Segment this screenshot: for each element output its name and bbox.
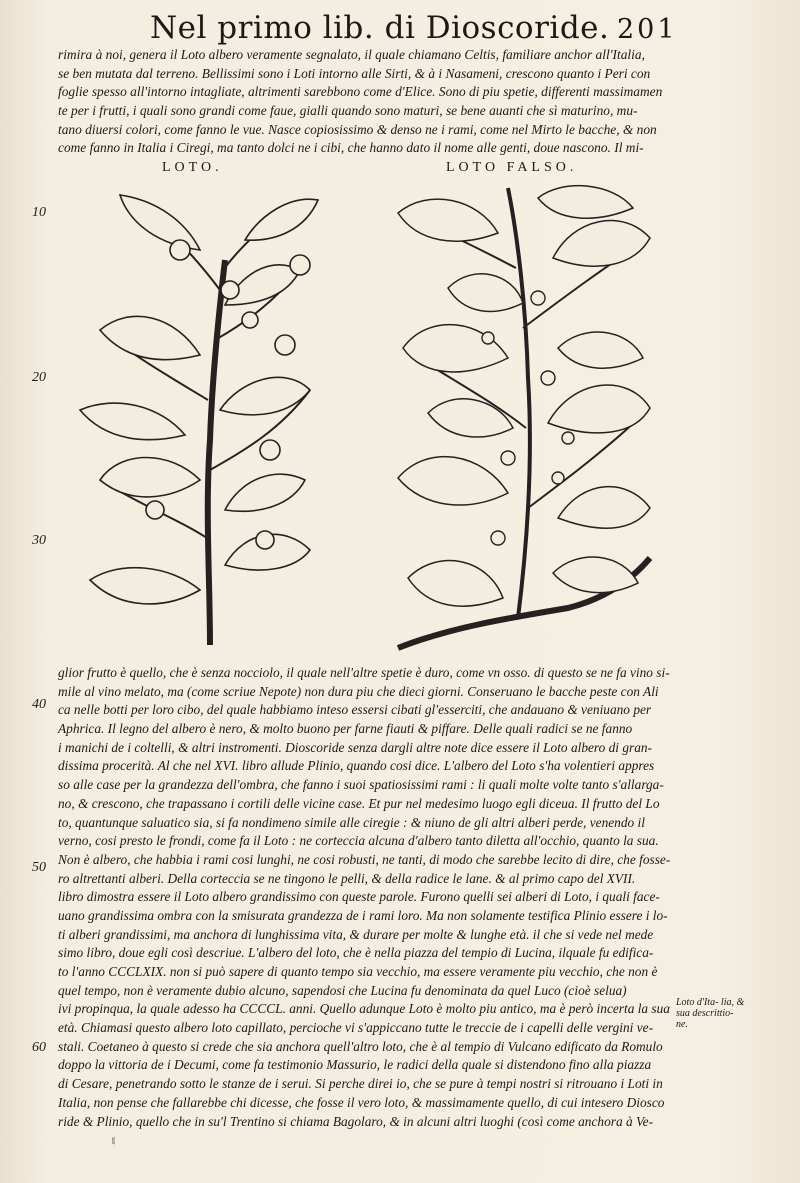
text-line: simo libro, doue egli così descriue. L'albero del loto, che è nella piazza del tempio di Lucina, ilquale fu edifica- (58, 945, 654, 961)
line-number: 30 (32, 533, 46, 548)
text-line: to, quantunque saluatico sia, si fa nondimeno simile alle ciregie : & niuno de gli altri alberi perde, venendo il (58, 814, 645, 830)
margin-note: Loto d'Ita- lia, & sua descrittio- ne. (676, 997, 745, 1030)
text-line: come fanno in Italia i Ciregi, ma tanto dolci ne i cibi, che hanno dato il nome alle genti, doue nascono. Il mi- (58, 140, 644, 156)
text-line: mile al vino melato, ma (come scriue Nepote) non dura piu che dieci giorni. Conseruano le bacche peste con Ali (58, 683, 659, 699)
text-line: verno, cosi presto le frondi, come fa il Loto : ne corteccia alcuna d'albero tanto diletta all'occhio, quanto la sua. (58, 833, 659, 849)
text-line: i manichi de i coltelli, & altri instromenti. Dioscoride senza dargli altre note dice essere il Loto albero di gran- (58, 739, 653, 755)
text-line: no, & crescono, che trapassano i cortili delle vicine case. Et pur nel medesimo luogo egli diceua. Il frutto del Lo (58, 795, 660, 811)
line-number: 50 (32, 860, 46, 875)
text-line: ca nelle botti per loro cibo, del quale habbiamo inteso essersi cibati gl'esserciti, che andauano & veniuano per (58, 702, 652, 718)
text-line: tano diuersi colori, come fanno le vue. Nasce copiosissimo & denso ne i rami, come nel Mirto le bacche, & non (58, 121, 657, 137)
running-head: Nel primo lib. di Dioscoride. (150, 10, 610, 46)
woodcut-illustration-loto (60, 180, 330, 650)
line-number: 10 (32, 205, 46, 220)
text-line: glior frutto è quello, che è senza nocciolo, il quale nell'altre spetie è duro, come vn osso. di questo se ne fa vino si- (58, 665, 670, 680)
text-line: Non è albero, che habbia i rami cosi lunghi, ne cosi robusti, ne tanti, di modo che sarebbe lecito di dire, che fosse- (58, 851, 671, 867)
text-line: doppo la vittoria de i Decumi, come fa testimonio Massurio, le radici della quale si distendono fino alla piazza (58, 1057, 652, 1073)
figure-caption-loto-falso: LOTO FALSO. (446, 160, 578, 175)
line-number: 60 (32, 1040, 46, 1055)
text-line: foglie spesso all'intorno intagliate, altrimenti sarebbono come d'Elice. Sono di piu spetie, differenti massimamen (58, 84, 663, 100)
figure-caption-loto: LOTO. (162, 160, 223, 175)
text-line: uano grandissima ombra con la smisurata grandezza de i rami loro. Ma non solamente testifica Plinio essere i lo- (58, 907, 668, 923)
text-line: te per i frutti, i quali sono grandi come faue, gialli quando sono maturi, se bene auanti che sì maturino, mu- (58, 103, 638, 119)
text-line: Italia, non pense che fallarebbe chi dicesse, che fosse il vero loto, & massimamente quello, di cui intesero Diosco (58, 1094, 665, 1110)
text-line: dissima procerità. Al che nel XVI. libro allude Plinio, quando cosi dice. L'albero del Loto s'ha volentieri appres (58, 758, 655, 774)
top-paragraph (58, 46, 662, 158)
text-line: ti alberi grandissimi, ma anchora di lunghissima vita, & durare per molte & lunghe età. il che si vede nel mede (58, 926, 654, 942)
text-line: ride & Plinio, quello che in su'l Trentino si chiama Bagolaro, & in alcuni altri luoghi (così come anchora à Ve- (58, 1113, 654, 1129)
bottom-paragraph (58, 664, 672, 1150)
text-line: so alle case per la grandezza dell'ombra, che fanno i suoi spatiosissimi rami : li quali molte volte tanto s'allarga- (58, 777, 664, 793)
text-line: Aphrica. Il legno del albero è nero, & molto buono per farne fiauti & piffare. Delle quali radici se ne fanno (58, 721, 633, 737)
text-line: ivi propinqua, la quale adesso ha CCCCL. anni. Quello adunque Loto è molto piu antico, ma è però incerta la sua (58, 1001, 670, 1017)
text-line: libro dimostra essere il Loto albero grandissimo con queste parole. Furono quelli sei alberi di Loto, i quali face- (58, 889, 660, 905)
text-line: età. Chiamasi questo albero loto capillato, percioche vi s'appiccano tutte le treccie de i capelli delle vergini ve- (58, 1020, 654, 1036)
text-line: se ben mutata dal terreno. Bellissimi sono i Loti intorno alle Sirti, & à i Nasameni, crescono quanto i Peri con (58, 65, 651, 81)
text-line: ro altrettanti alberi. Della corteccia se ne tingono le pelli, & della radice le lane. & al primo capo del XVII. (58, 870, 636, 886)
text-line: rona) (111, 1132, 115, 1148)
line-number: 20 (32, 370, 46, 385)
woodcut-illustration-loto-falso (388, 178, 660, 660)
page-number: 201 (617, 14, 678, 45)
text-line: di Cesare, penetrando sotto le stanze de i serui. Si perche direi io, che se pure à tempi nostri si ritrouano i Loti in (58, 1076, 663, 1092)
text-line: quel tempo, non è veramente dubio alcuno, sapendosi che Lucina fu denominata da quel Luco (cioè selua) (58, 982, 627, 998)
text-line: stali. Coetaneo à questo si crede che sia anchora quell'altro loto, che è al tempio di Vulcano edificato da Romulo (58, 1038, 663, 1054)
text-line: to l'anno CCCLXIX. non si può sapere di quanto tempo sia vecchio, ma essere veramente piu vecchio, che non è (58, 964, 658, 979)
line-number: 40 (32, 697, 46, 712)
text-line: rimira à noi, genera il Loto albero veramente segnalato, il quale chiamano Celtis, familiare anchor all'Italia, (58, 47, 645, 62)
